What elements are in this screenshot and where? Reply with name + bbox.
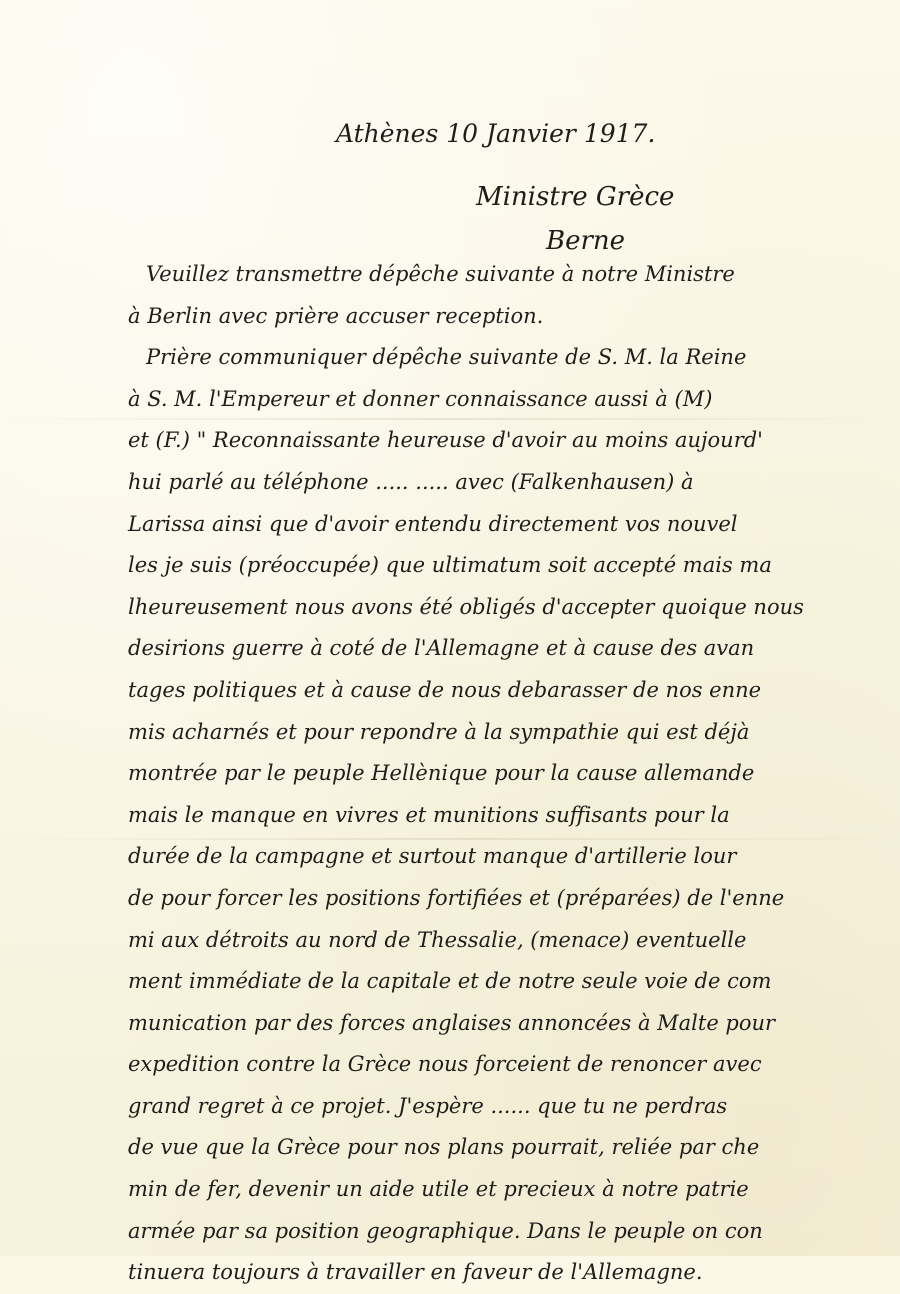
letter-line: munication par des forces anglaises annoncées à Malte pour — [128, 1010, 776, 1035]
letter-line: Prière communiquer dépêche suivante de S. M. la Reine — [146, 345, 747, 370]
letter-body — [128, 254, 828, 1294]
letter-line: de pour forcer les positions fortifiées et (préparées) de l'enne — [128, 885, 785, 910]
letter-line: min de fer, devenir un aide utile et precieux à notre patrie — [128, 1177, 749, 1202]
letter-line: montrée par le peuple Hellènique pour la cause allemande — [128, 761, 755, 786]
letter-line: et (F.) " Reconnaissante heureuse d'avoir au moins aujourd' — [128, 428, 763, 453]
letter-line: mis acharnés et pour repondre à la sympathie qui est déjà — [128, 719, 750, 744]
letter-line: Larissa ainsi que d'avoir entendu directement vos nouvel — [128, 511, 738, 536]
letter-line: hui parlé au téléphone ..... ..... avec (Falkenhausen) à — [128, 469, 694, 494]
letter-line: mi aux détroits au nord de Thessalie, (menace) eventuelle — [128, 927, 747, 952]
letter-line: Veuillez transmettre dépêche suivante à notre Ministre — [146, 262, 735, 286]
letter-line: mais le manque en vivres et munitions suffisants pour la — [128, 802, 730, 827]
addressee: Ministre Grèce — [476, 182, 675, 212]
letter-line: à S. M. l'Empereur et donner connaissance aussi à (M) — [128, 386, 713, 411]
letter-line: tages politiques et à cause de nous debarasser de nos enne — [128, 677, 762, 702]
addressee-city: Berne — [546, 226, 626, 256]
letter-line: de vue que la Grèce pour nos plans pourrait, reliée par che — [128, 1135, 760, 1160]
letter-line: lheureusement nous avons été obligés d'accepter quoique nous — [128, 594, 804, 619]
letter-line: tinuera toujours à travailler en faveur de l'Allemagne. — [128, 1260, 703, 1285]
letter-line: grand regret à ce projet. J'espère ...... que tu ne perdras — [128, 1093, 728, 1118]
letter-line: expedition contre la Grèce nous forceient de renoncer avec — [128, 1052, 762, 1077]
letter-line: durée de la campagne et surtout manque d'artillerie lour — [128, 844, 737, 869]
letter-line: à Berlin avec prière accuser reception. — [128, 303, 544, 328]
dateline: Athènes 10 Janvier 1917. — [336, 119, 656, 148]
letter-line: ment immédiate de la capitale et de notre seule voie de com — [128, 969, 772, 994]
letter-line: armée par sa position geographique. Dans le peuple on con — [128, 1218, 763, 1243]
letter-line: les je suis (préoccupée) que ultimatum soit accepté mais ma — [128, 553, 772, 578]
letter-line: desirions guerre à coté de l'Allemagne et à cause des avan — [128, 636, 755, 661]
